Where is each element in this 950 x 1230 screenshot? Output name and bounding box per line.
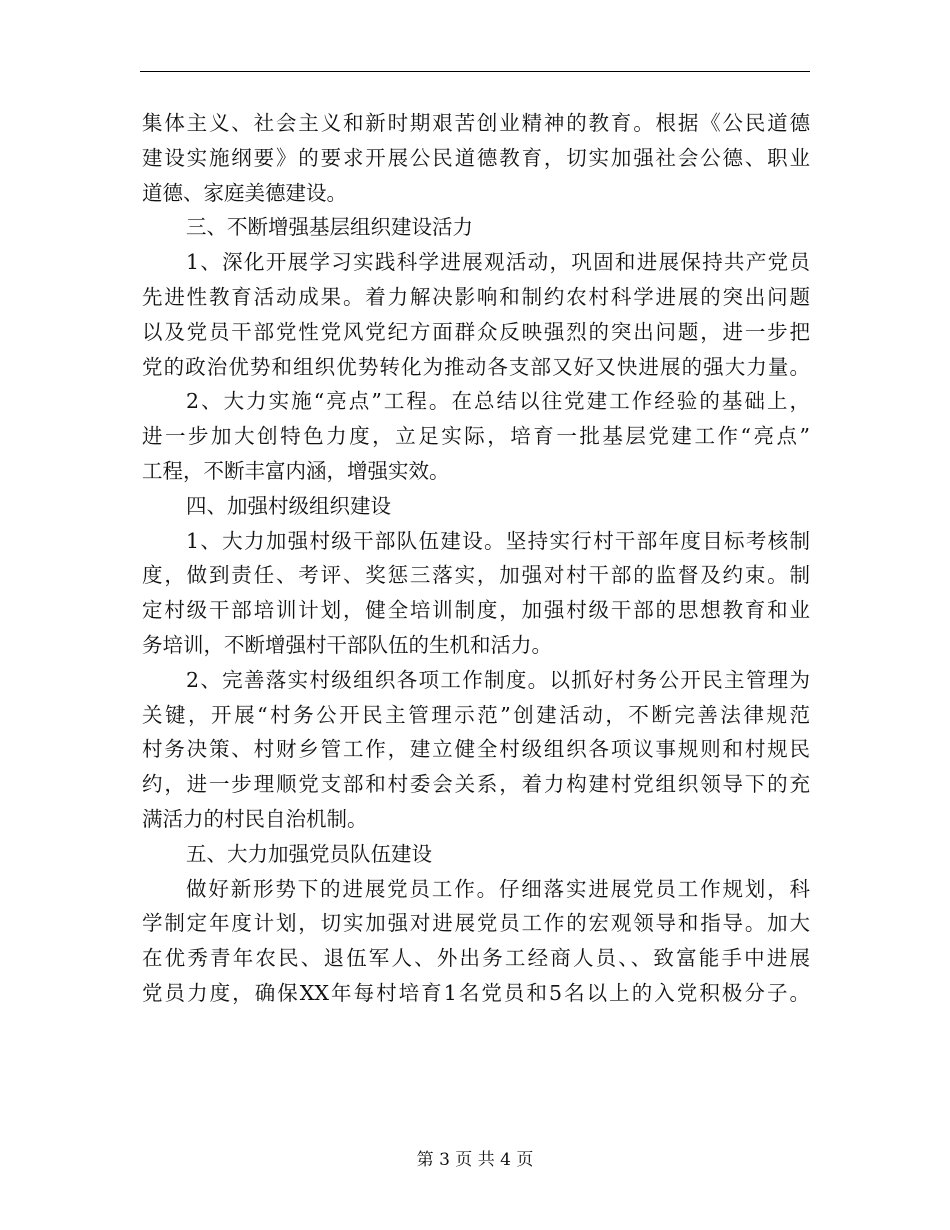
text-line: 建设实施纲要》的要求开展公民道德教育，切实加强社会公德、职业 (142, 145, 810, 170)
text-line: 党的政治优势和组织优势转化为推动各支部又好又快进展的强大力量。 (142, 354, 810, 379)
text-line: 2、完善落实村级组织各项工作制度。以抓好村务公开民主管理为 (186, 667, 810, 692)
text-line: 定村级干部培训计划，健全培训制度，加强村级干部的思想教育和业 (142, 598, 810, 623)
text-line: 务培训，不断增强村干部队伍的生机和活力。 (142, 632, 552, 657)
text-line: 1、深化开展学习实践科学进展观活动，巩固和进展保持共产党员 (186, 250, 810, 275)
header-rule (140, 71, 810, 72)
text-line: 在优秀青年农民、退伍军人、外出务工经商人员、、致富能手中进展 (142, 946, 810, 971)
text-line: 学制定年度计划，切实加强对进展党员工作的宏观领导和指导。加大 (142, 911, 810, 936)
text-line: 工程，不断丰富内涵，增强实效。 (142, 458, 450, 483)
text-line: 2、大力实施“亮点”工程。在总结以往党建工作经验的基础上， (186, 389, 810, 414)
text-line: 做好新形势下的进展党员工作。仔细落实进展党员工作规划，科 (186, 876, 810, 901)
text-line: 以及党员干部党性党风党纪方面群众反映强烈的突出问题，进一步把 (142, 319, 810, 344)
text-line: 村务决策、村财乡管工作，建立健全村级组织各项议事规则和村规民 (142, 737, 810, 762)
page-number: 第 3 页 共 4 页 (416, 1150, 534, 1170)
text-line: 道德、家庭美德建设。 (142, 180, 347, 205)
text-line: 先进性教育活动成果。着力解决影响和制约农村科学进展的突出问题 (142, 284, 810, 309)
document-body (142, 106, 810, 1011)
text-line: 关键，开展“村务公开民主管理示范”创建活动，不断完善法律规范 (142, 702, 810, 727)
text-line: 三、不断增强基层组织建设活力 (186, 215, 473, 240)
text-line: 满活力的村民自治机制。 (142, 806, 368, 831)
text-line: 进一步加大创特色力度，立足实际，培育一批基层党建工作“亮点” (142, 424, 810, 449)
text-line: 四、加强村级组织建设 (186, 493, 391, 518)
text-line: 度，做到责任、考评、奖惩三落实，加强对村干部的监督及约束。制 (142, 563, 810, 588)
text-line: 党员力度，确保XX年每村培育1名党员和5名以上的入党积极分子。 (142, 980, 810, 1005)
text-line: 集体主义、社会主义和新时期艰苦创业精神的教育。根据《公民道德 (142, 111, 810, 135)
text-line: 约，进一步理顺党支部和村委会关系，着力构建村党组织领导下的充 (142, 772, 810, 797)
text-line: 1、大力加强村级干部队伍建设。坚持实行村干部年度目标考核制 (186, 528, 810, 553)
text-line: 五、大力加强党员队伍建设 (186, 841, 432, 866)
